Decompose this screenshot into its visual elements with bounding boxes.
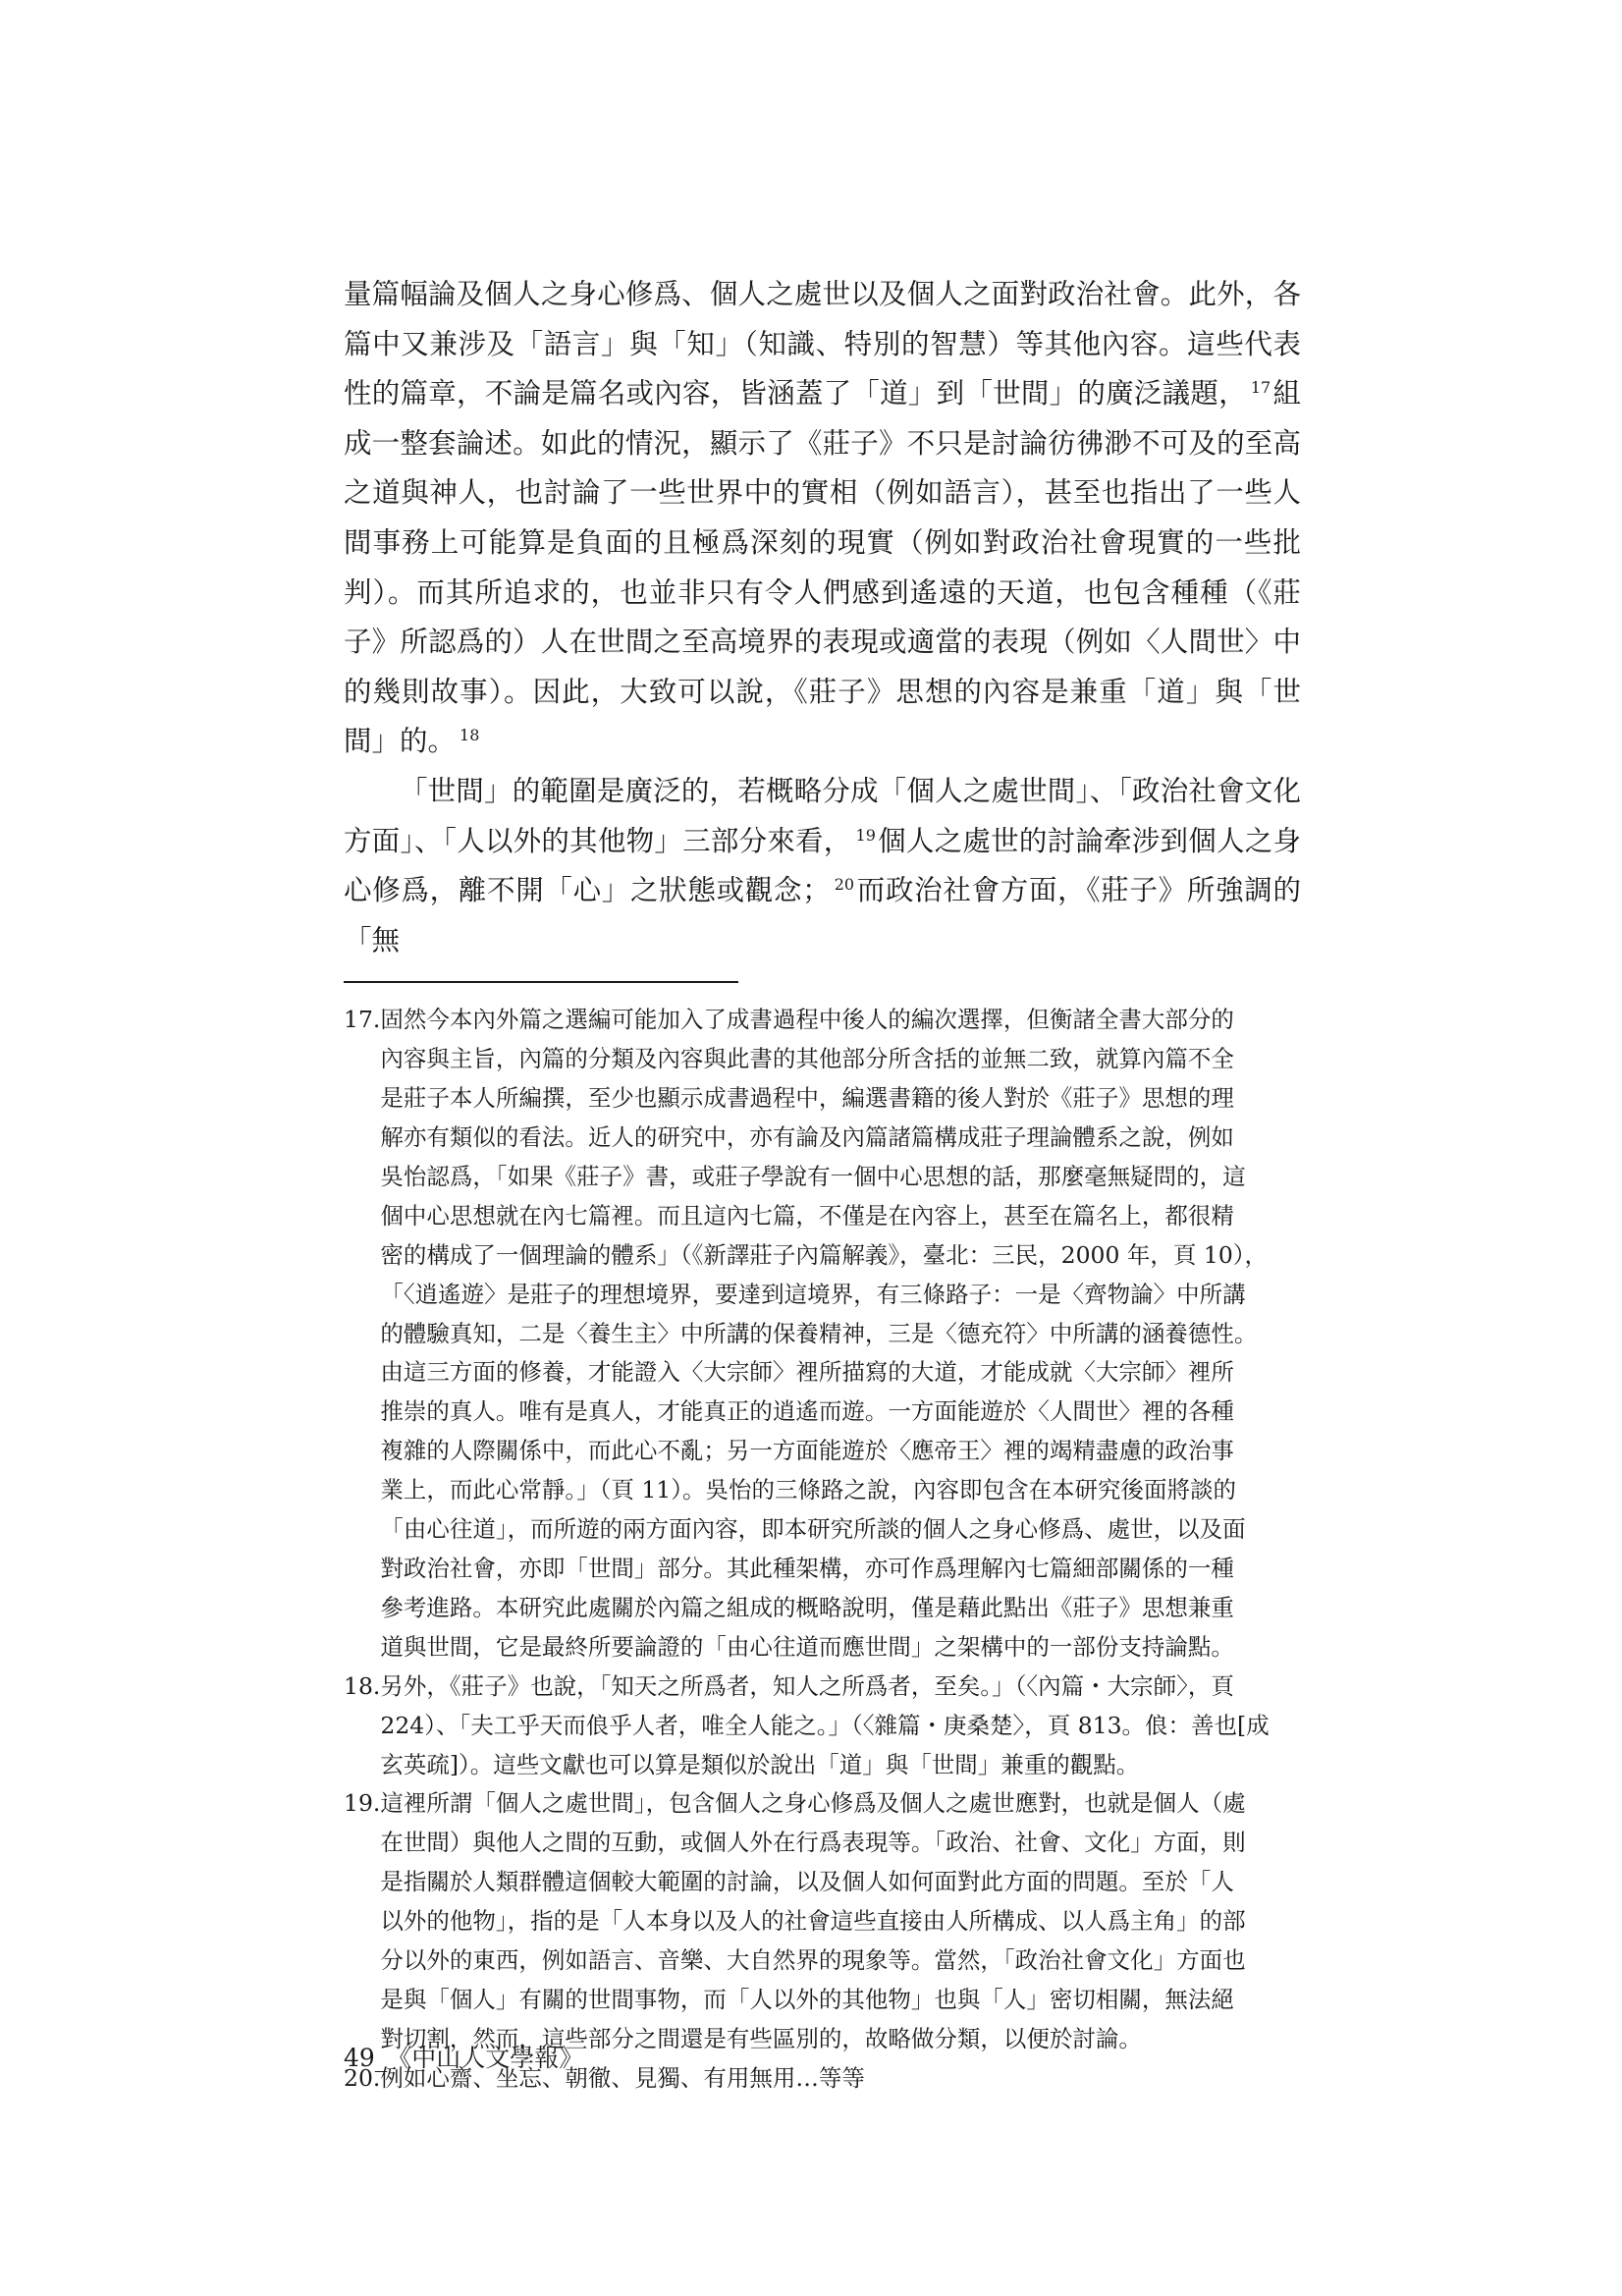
footnote-line: 吳怡認爲，「如果《莊子》書，或莊子學說有一個中心思想的話，那麼毫無疑問的，這: [380, 1162, 1246, 1190]
footnote-line: 對切割，然而，這些部分之間還是有些區別的，故略做分類，以便於討論。: [380, 2024, 1142, 2052]
footnote-line: 複雜的人際關係中，而此心不亂；另一方面能遊於〈應帝王〉裡的竭精盡慮的政治事: [380, 1437, 1234, 1465]
footnote-line: 個中心思想就在內七篇裡。而且這內七篇，不僅是在內容上，甚至在篇名上，都很精: [380, 1201, 1234, 1230]
footnote-line: 推崇的真人。唯有是真人，才能真正的逍遙而遊。一方面能遊於〈人間世〉裡的各種: [380, 1397, 1234, 1426]
footnote-line: 在世間）與他人之間的互動，或個人外在行爲表現等。「政治、社會、文化」方面，則: [380, 1829, 1246, 1857]
paragraph-2: [344, 767, 1301, 965]
footnote-divider: [344, 981, 738, 983]
text-segment: 而政治社會方面，《莊子》所強調的「無: [344, 874, 1301, 957]
footnote-line: 解亦有類似的看法。近人的研究中，亦有論及內篇諸篇構成莊子理論體系之說，例如: [380, 1123, 1234, 1152]
footnote-line: 玄英疏]）。這些文獻也可以算是類似於說出「道」與「世間」兼重的觀點。: [380, 1750, 1140, 1778]
footnote-line: 另外，《莊子》也說，「知天之所爲者，知人之所爲者，至矣。」（〈內篇・大宗師〉，頁: [380, 1671, 1234, 1700]
footnote-reference[interactable]: 20: [834, 875, 855, 895]
footnote-number: 19.: [344, 1789, 381, 1818]
footnote-reference[interactable]: 18: [460, 726, 480, 745]
footnote-item: [344, 1001, 1301, 1667]
page-content: [344, 270, 1301, 2099]
footnote-item: [344, 1667, 1301, 1785]
text-segment: 組成一整套論述。如此的情況，顯示了《莊子》不只是討論彷彿渺不可及的至高之道與神人，也討論了一些世界中的實相（例如語言），甚至也指出了一些人間事務上可能算是負面的且極爲深刻的現實（例如對政治社會現實的一些批判）。而其所追求的，也並非只有令人們感到遙遠的天道，也包含種種（《莊子》所認爲的）人在世間之至高境界的表現或適當的表現（例如〈人間世〉中的幾則故事）。因此，大致可以說，《莊子》思想的內容是兼重「道」與「世間」的。: [344, 377, 1301, 758]
footnote-item: [344, 1784, 1301, 2058]
footnote-line: 分以外的東西，例如語言、音樂、大自然界的現象等。當然，「政治社會文化」方面也: [380, 1946, 1246, 1975]
footnote-number: 17.: [344, 1006, 381, 1034]
footnotes: [344, 1001, 1301, 2098]
footnote-number: 18.: [344, 1671, 381, 1700]
text-segment: 量篇幅論及個人之身心修爲、個人之處世以及個人之面對政治社會。此外，各篇中又兼涉及「語言」與「知」（知識、特別的智慧）等其他內容。這些代表性的篇章，不論是篇名或內容，皆涵蓋了「道」到「世間」的廣泛議題，: [344, 278, 1301, 410]
footnote-line: 是莊子本人所編撰，至少也顯示成書過程中，編選書籍的後人對於《莊子》思想的理: [380, 1084, 1234, 1113]
footnote-line: 「〈逍遙遊〉是莊子的理想境界，要達到這境界，有三條路子：一是〈齊物論〉中所講: [380, 1280, 1246, 1308]
footnote-reference[interactable]: 19: [855, 825, 876, 845]
footnote-line: 是與「個人」有關的世間事物，而「人以外的其他物」也與「人」密切相關，無法絕: [380, 1985, 1234, 2013]
footnote-line: 是指關於人類群體這個較大範圍的討論，以及個人如何面對此方面的問題。至於「人: [380, 1868, 1234, 1896]
page-footer: 49_《中山人文學報》: [344, 2044, 584, 2072]
main-text: [344, 270, 1301, 965]
footnote-line: 道與世間，它是最終所要論證的「由心往道而應世間」之架構中的一部份支持論點。: [380, 1632, 1234, 1661]
footnote-number: 20.: [344, 2063, 381, 2092]
footnote-text: [380, 1001, 1301, 1667]
footnote-line: 內容與主旨，內篇的分類及內容與此書的其他部分所含括的並無二致，就算內篇不全: [380, 1045, 1234, 1073]
footnote-line: 對政治社會，亦即「世間」部分。其此種架構，亦可作爲理解內七篇細部關係的一種: [380, 1555, 1234, 1582]
text-segment: 個人之處世的討論牽涉到個人之身心修爲，離不開「心」之狀態或觀念；: [344, 824, 1301, 907]
footnote-line: 由這三方面的修養，才能證入〈大宗師〉裡所描寫的大道，才能成就〈大宗師〉裡所: [380, 1358, 1234, 1387]
footnote-line: 密的構成了一個理論的體系」（《新譯莊子內篇解義》，臺北：三民，2000 年，頁 10），: [380, 1240, 1269, 1269]
footnote-line: 業上，而此心常靜。」（頁 11）。吳怡的三條路之說，內容即包含在本研究後面將談的: [380, 1476, 1236, 1504]
footnote-line: 224）、「夫工乎天而俍乎人者，唯全人能之。」（〈雜篇・庚桑楚〉，頁 813。俍：善也[成: [380, 1711, 1270, 1739]
footnote-line: 例如心齋、坐忘、朝徹、見獨、有用無用…等等: [380, 2063, 865, 2092]
footnote-reference[interactable]: 17: [1250, 378, 1271, 398]
footnote-line: 參考進路。本研究此處關於內篇之組成的概略說明，僅是藉此點出《莊子》思想兼重: [380, 1593, 1234, 1621]
footnote-line: 固然今本內外篇之選編可能加入了成書過程中後人的編次選擇，但衡諸全書大部分的: [380, 1006, 1234, 1034]
footnote-text: [380, 1667, 1301, 1785]
paragraph-1: [344, 270, 1301, 767]
footnote-line: 這裡所謂「個人之處世間」，包含個人之身心修爲及個人之處世應對，也就是個人（處: [380, 1789, 1246, 1818]
footnote-text: [380, 1784, 1301, 2058]
footnote-line: 「由心往道」，而所遊的兩方面內容，即本研究所談的個人之身心修爲、處世，以及面: [380, 1515, 1246, 1544]
footnote-line: 以外的他物」，指的是「人本身以及人的社會這些直接由人所構成、以人爲主角」的部: [380, 1907, 1246, 1936]
text-segment: 「世間」的範圍是廣泛的，若概略分成「個人之處世間」、「政治社會文化方面」、「人以外的其他物」三部分來看，: [344, 774, 1301, 857]
footnote-line: 的體驗真知，二是〈養生主〉中所講的保養精神，三是〈德充符〉中所講的涵養德性。: [380, 1319, 1258, 1347]
